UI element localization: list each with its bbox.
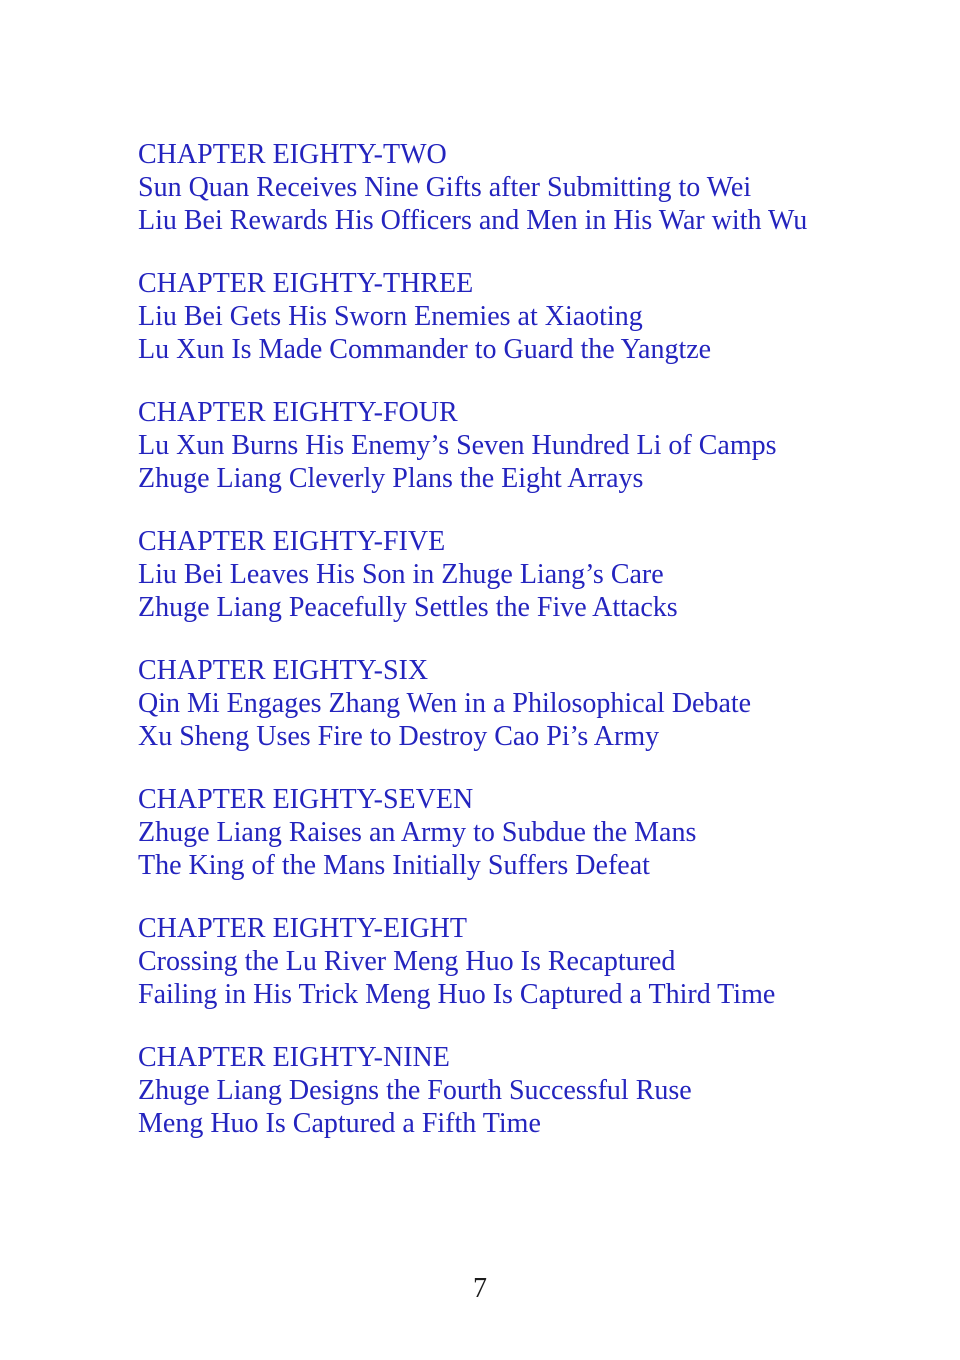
chapter-entry bbox=[138, 525, 900, 624]
chapter-entry bbox=[138, 783, 900, 882]
chapter-title-line-2: Zhuge Liang Cleverly Plans the Eight Arrays bbox=[138, 463, 644, 494]
chapter-entry bbox=[138, 1041, 900, 1140]
chapter-title-line-2: Lu Xun Is Made Commander to Guard the Yangtze bbox=[138, 334, 712, 365]
chapter-title-line-1: Crossing the Lu River Meng Huo Is Recaptured bbox=[138, 946, 676, 977]
chapter-title-line-1: Zhuge Liang Designs the Fourth Successful Ruse bbox=[138, 1075, 692, 1106]
chapter-title-line-1: Liu Bei Leaves His Son in Zhuge Liang’s Care bbox=[138, 559, 664, 590]
chapter-title-line-1: Qin Mi Engages Zhang Wen in a Philosophical Debate bbox=[138, 688, 752, 719]
chapter-entry bbox=[138, 654, 900, 753]
chapter-heading: CHAPTER EIGHTY-SEVEN bbox=[138, 784, 474, 815]
chapter-title-line-2: Meng Huo Is Captured a Fifth Time bbox=[138, 1108, 541, 1139]
chapter-title-line-1: Zhuge Liang Raises an Army to Subdue the Mans bbox=[138, 817, 697, 848]
table-of-contents bbox=[138, 138, 900, 1170]
chapter-title-line-2: Liu Bei Rewards His Officers and Men in His War with Wu bbox=[138, 205, 808, 236]
chapter-title-line-1: Liu Bei Gets His Sworn Enemies at Xiaoting bbox=[138, 301, 643, 332]
chapter-heading: CHAPTER EIGHTY-THREE bbox=[138, 268, 474, 299]
chapter-entry bbox=[138, 267, 900, 366]
chapter-title-line-2: The King of the Mans Initially Suffers Defeat bbox=[138, 850, 650, 881]
chapter-entry bbox=[138, 138, 900, 237]
chapter-heading: CHAPTER EIGHTY-FIVE bbox=[138, 526, 446, 557]
page-number: 7 bbox=[473, 1273, 487, 1304]
chapter-heading: CHAPTER EIGHTY-NINE bbox=[138, 1042, 450, 1073]
chapter-heading: CHAPTER EIGHTY-EIGHT bbox=[138, 913, 467, 944]
chapter-entry bbox=[138, 396, 900, 495]
chapter-heading: CHAPTER EIGHTY-SIX bbox=[138, 655, 429, 686]
chapter-title-line-2: Zhuge Liang Peacefully Settles the Five Attacks bbox=[138, 592, 678, 623]
chapter-heading: CHAPTER EIGHTY-FOUR bbox=[138, 397, 458, 428]
chapter-title-line-1: Sun Quan Receives Nine Gifts after Submitting to Wei bbox=[138, 172, 752, 203]
chapter-title-line-2: Xu Sheng Uses Fire to Destroy Cao Pi’s Army bbox=[138, 721, 660, 752]
chapter-heading: CHAPTER EIGHTY-TWO bbox=[138, 139, 447, 170]
chapter-entry bbox=[138, 912, 900, 1011]
chapter-title-line-2: Failing in His Trick Meng Huo Is Captured a Third Time bbox=[138, 979, 776, 1010]
chapter-title-line-1: Lu Xun Burns His Enemy’s Seven Hundred Li of Camps bbox=[138, 430, 777, 461]
